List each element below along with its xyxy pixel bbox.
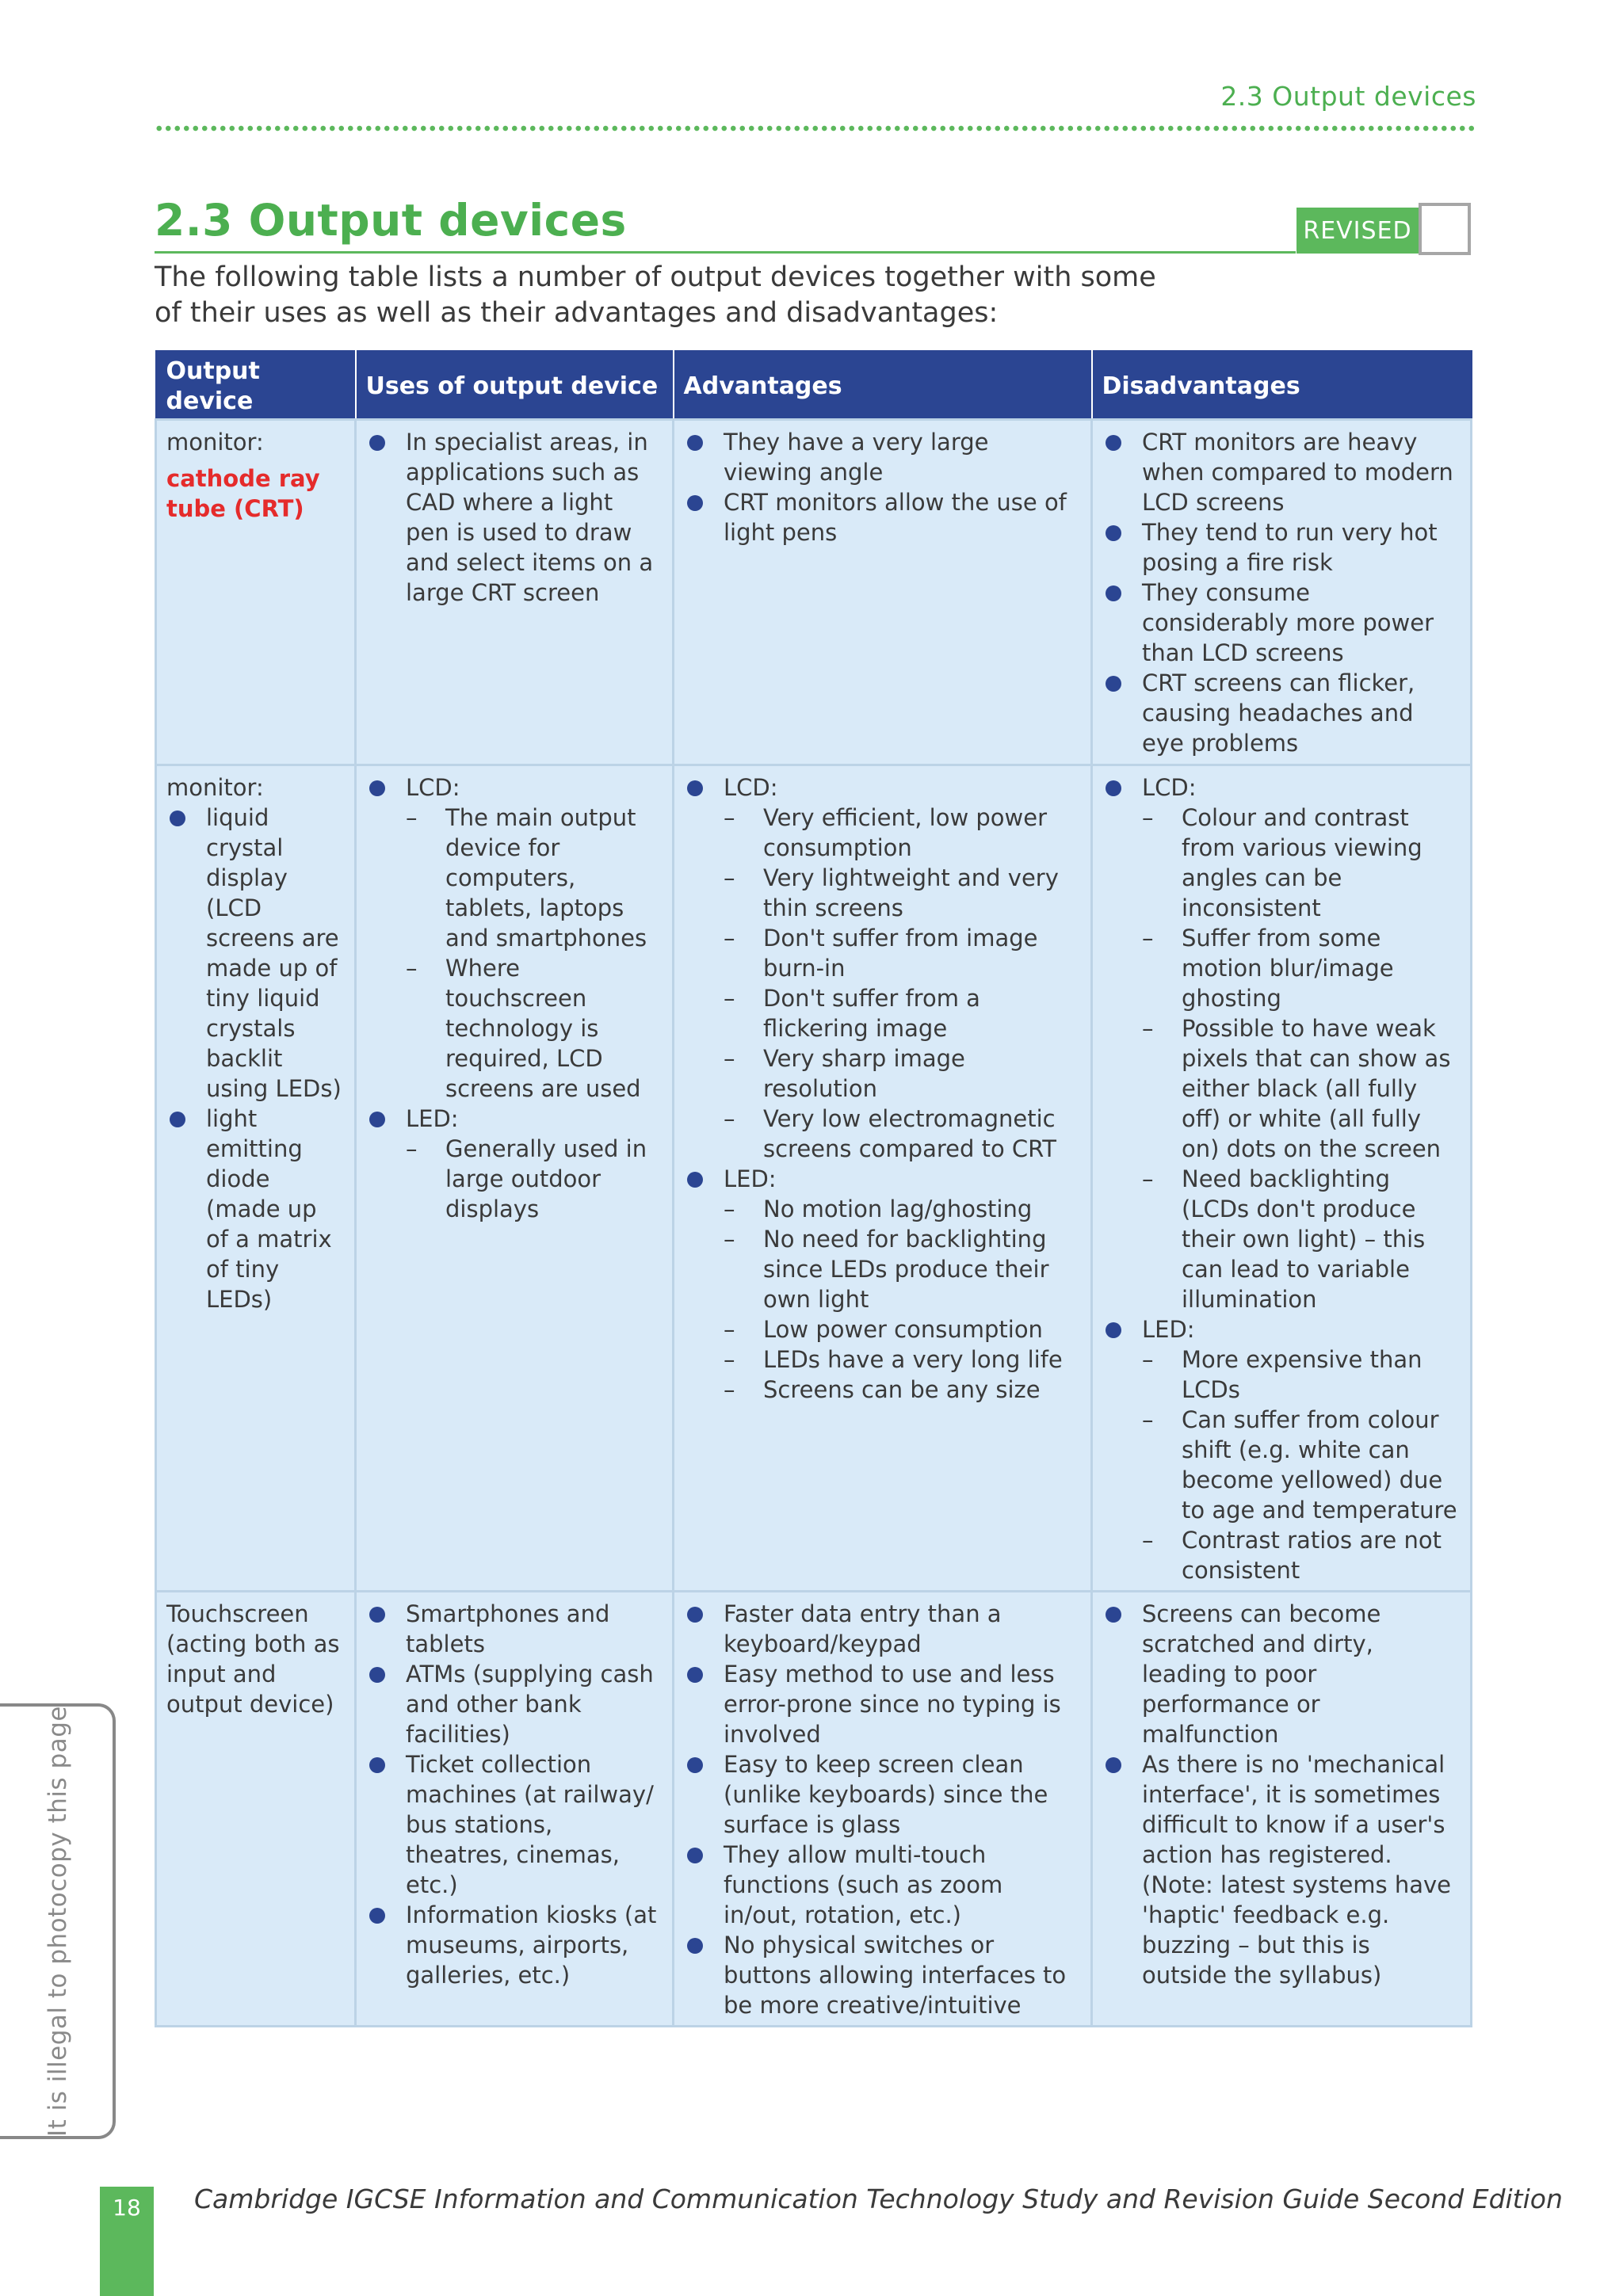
cell-advantages — [674, 420, 1092, 765]
sub-item: – Don't suffer from image burn-in — [724, 923, 1081, 983]
list-item: They have a very large viewing angle — [684, 427, 1081, 487]
group-label: LED: — [1142, 1316, 1195, 1343]
group-label: LCD: — [1142, 774, 1197, 801]
sub-item: – Colour and contrast from various viewing angles can be inconsistent — [1142, 803, 1461, 923]
group-label: LED: — [406, 1105, 459, 1132]
sub-item: – Possible to have weak pixels that can show as either black (all fully off) or white (all fully on) dots on the screen — [1142, 1013, 1461, 1164]
list-item: Easy to keep screen clean (unlike keyboards) since the surface is glass — [684, 1749, 1081, 1840]
list-item: Screens can become scratched and dirty, leading to poor performance or malfunction — [1102, 1599, 1461, 1749]
list-item: They consume considerably more power than LCD screens — [1102, 578, 1461, 668]
cell-disadvantages — [1092, 765, 1472, 1592]
device-name: monitor: — [166, 774, 264, 801]
sub-item: – No motion lag/ghosting — [724, 1194, 1081, 1224]
header-output-device: Output device — [156, 351, 356, 420]
device-subtype: cathode ray tube (CRT) — [166, 465, 320, 522]
list-item: They tend to run very hot posing a fire risk — [1102, 517, 1461, 578]
header-disadvantages: Disadvantages — [1092, 351, 1472, 420]
list-item: CRT monitors allow the use of light pens — [684, 487, 1081, 547]
list-item: They allow multi-touch functions (such as zoom in/out, rotation, etc.) — [684, 1840, 1081, 1930]
sub-item: – Can suffer from colour shift (e.g. white can become yellowed) due to age and temperature — [1142, 1405, 1461, 1525]
list-item: light emitting diode (made up of a matrix of tiny LEDs) — [166, 1104, 345, 1314]
cell-disadvantages — [1092, 1592, 1472, 2027]
sub-item: – Generally used in large outdoor displays — [406, 1134, 663, 1224]
sub-item: – Where touchscreen technology is required, LCD screens are used — [406, 953, 663, 1104]
list-item — [366, 772, 663, 1104]
list-item — [684, 1164, 1081, 1405]
sub-item: – No need for backlighting since LEDs produce their own light — [724, 1224, 1081, 1314]
cell-device — [156, 765, 356, 1592]
cell-uses — [356, 420, 674, 765]
list-item — [684, 772, 1081, 1164]
sub-item: – Very lightweight and very thin screens — [724, 863, 1081, 923]
copyright-notice: It is illegal to photocopy this page — [44, 1706, 72, 2137]
table-row-touchscreen — [156, 1592, 1472, 2027]
list-item: In specialist areas, in applications such as CAD where a light pen is used to draw and select items on a large CRT screen — [366, 427, 663, 608]
sub-item: – More expensive than LCDs — [1142, 1344, 1461, 1405]
header-advantages: Advantages — [674, 351, 1092, 420]
table-row-lcd-led — [156, 765, 1472, 1592]
cell-uses — [356, 1592, 674, 2027]
page-number: 18 — [113, 2195, 141, 2221]
sub-item: – Very sharp image resolution — [724, 1043, 1081, 1104]
sub-item: – Need backlighting (LCDs don't produce their own light) – this can lead to variable illumination — [1142, 1164, 1461, 1314]
list-item: Faster data entry than a keyboard/keypad — [684, 1599, 1081, 1659]
device-name: monitor: — [166, 429, 264, 456]
table-row-crt — [156, 420, 1472, 765]
list-item — [366, 1104, 663, 1224]
header-uses: Uses of output device — [356, 351, 674, 420]
list-item: Smartphones and tablets — [366, 1599, 663, 1659]
group-label: LED: — [724, 1165, 777, 1192]
list-item: CRT screens can flicker, causing headaches and eye problems — [1102, 668, 1461, 758]
list-item: Ticket collection machines (at railway/ bus stations, theatres, cinemas, etc.) — [366, 1749, 663, 1900]
section-title: 2.3 Output devices — [155, 195, 627, 246]
cell-device — [156, 420, 356, 765]
cell-disadvantages — [1092, 420, 1472, 765]
device-name: Touchscreen (acting both as input and output device) — [166, 1600, 340, 1718]
sub-item: – Suffer from some motion blur/image ghosting — [1142, 923, 1461, 1013]
table-header-row — [156, 351, 1472, 420]
group-label: LCD: — [406, 774, 460, 801]
revised-checkbox[interactable] — [1419, 203, 1471, 255]
running-header: 2.3 Output devices — [1220, 81, 1476, 112]
sub-item: – The main output device for computers, tablets, laptops and smartphones — [406, 803, 663, 953]
sub-item: – Don't suffer from a flickering image — [724, 983, 1081, 1043]
cell-advantages — [674, 1592, 1092, 2027]
list-item: As there is no 'mechanical interface', it is sometimes difficult to know if a user's action has registered. (Note: latest systems have 'haptic' feedback e.g. buzzing – but this is outside the syllabus) — [1102, 1749, 1461, 1990]
sub-item: – Screens can be any size — [724, 1375, 1081, 1405]
intro-paragraph: The following table lists a number of output devices together with some of their uses as well as their advantages and disadvantages: — [155, 261, 1156, 329]
sub-item: – Very low electromagnetic screens compared to CRT — [724, 1104, 1081, 1164]
list-item: liquid crystal display (LCD screens are made up of tiny liquid crystals backlit using LEDs) — [166, 803, 345, 1104]
dotted-divider — [155, 125, 1476, 132]
list-item: No physical switches or buttons allowing interfaces to be more creative/intuitive — [684, 1930, 1081, 2020]
sub-item: – Contrast ratios are not consistent — [1142, 1525, 1461, 1585]
list-item — [1102, 772, 1461, 1314]
title-underline — [155, 251, 1296, 254]
group-label: LCD: — [724, 774, 778, 801]
sub-item: – LEDs have a very long life — [724, 1344, 1081, 1375]
output-devices-table — [155, 350, 1472, 2027]
book-title: Cambridge IGCSE Information and Communication Technology Study and Revision Guide Second Edition — [194, 2183, 1563, 2214]
cell-advantages — [674, 765, 1092, 1592]
cell-uses — [356, 765, 674, 1592]
sub-item: – Low power consumption — [724, 1314, 1081, 1344]
list-item: ATMs (supplying cash and other bank facilities) — [366, 1659, 663, 1749]
list-item: CRT monitors are heavy when compared to modern LCD screens — [1102, 427, 1461, 517]
revised-badge: REVISED — [1296, 208, 1419, 254]
list-item — [1102, 1314, 1461, 1585]
list-item: Easy method to use and less error-prone since no typing is involved — [684, 1659, 1081, 1749]
list-item: Information kiosks (at museums, airports, galleries, etc.) — [366, 1900, 663, 1990]
sub-item: – Very efficient, low power consumption — [724, 803, 1081, 863]
cell-device — [156, 1592, 356, 2027]
